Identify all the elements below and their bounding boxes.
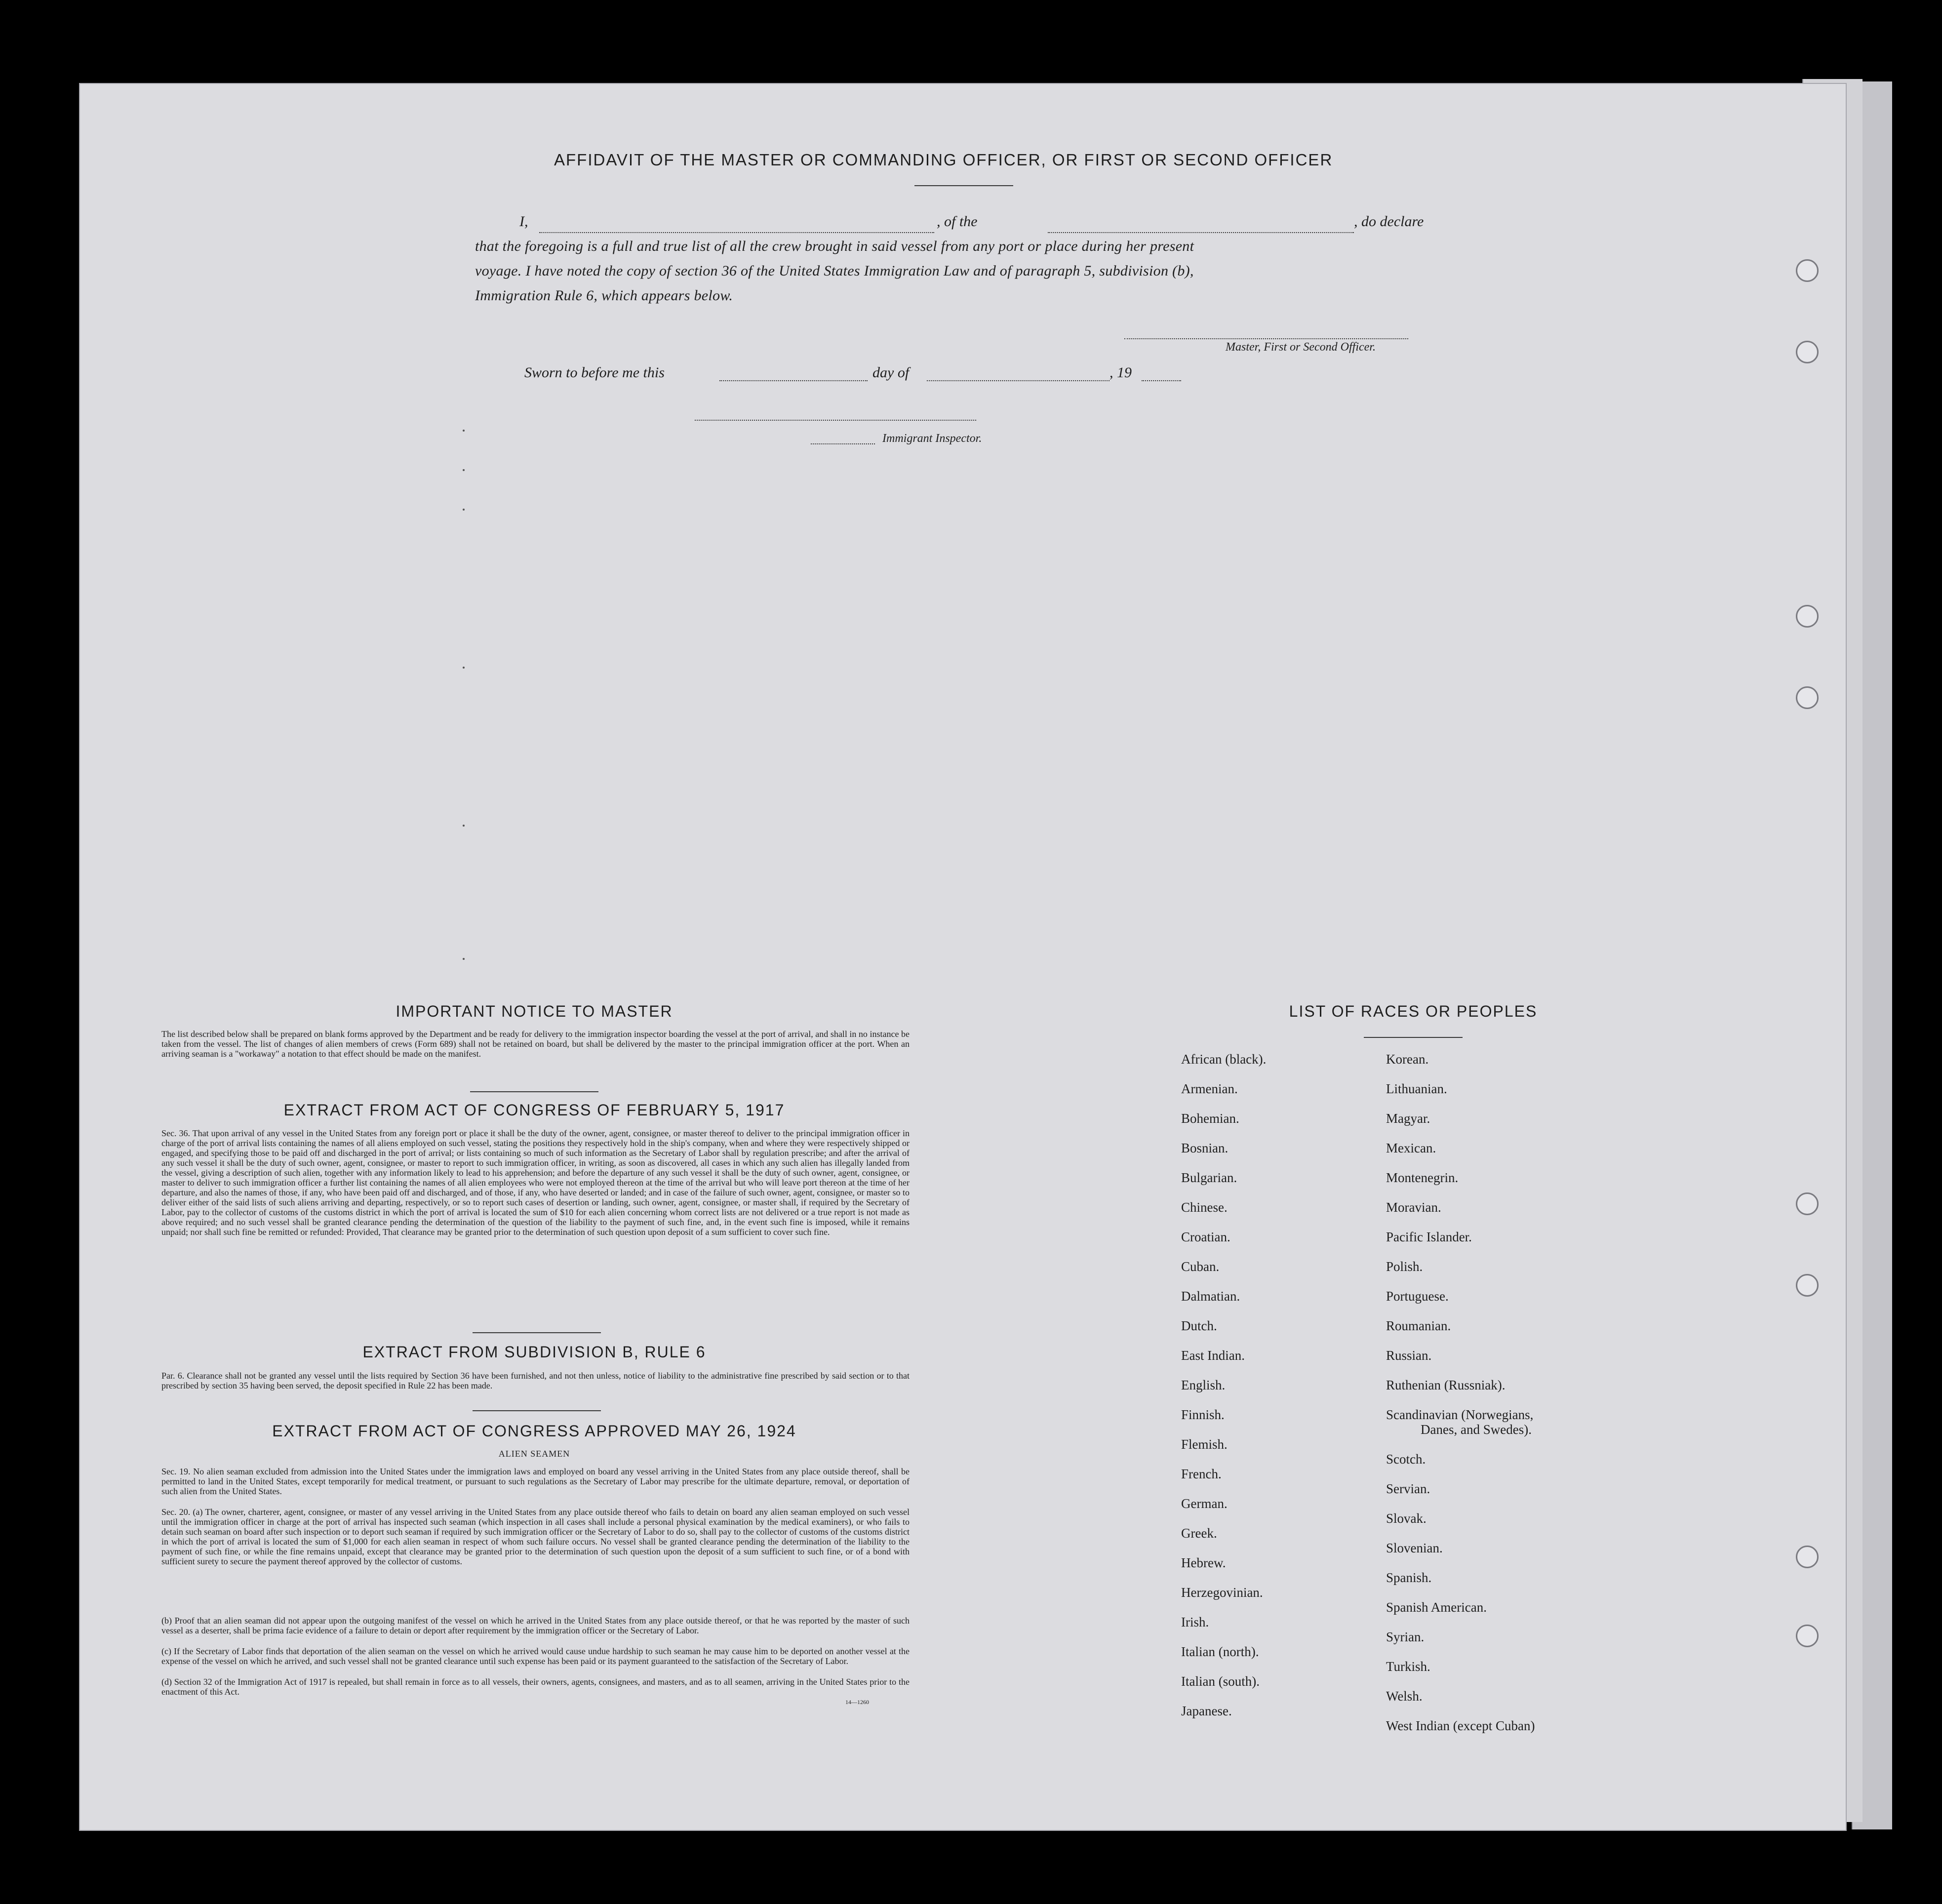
master-signature-label: Master, First or Second Officer. <box>1226 341 1376 354</box>
race-item: Syrian. <box>1386 1629 1425 1644</box>
race-item: Finnish. <box>1181 1407 1225 1422</box>
divider <box>470 1091 598 1092</box>
race-item: Servian. <box>1386 1481 1430 1496</box>
notice-text: The list described below shall be prepared on blank forms approved by the Department and be ready for delivery to the immigration inspector boarding the vessel at the port of arrival, and shall in no instance be taken from the vessel. The list of changes of alien members of crews (Form 689) shall not be retained on board, but shall be delivered by the master to the principal immigration officer at the port. When an arriving seaman is a "workaway" a notation to that effect should be made on the manifest. <box>161 1029 910 1059</box>
race-item: Welsh. <box>1386 1689 1423 1704</box>
stray-mark <box>463 825 465 827</box>
extract-1917-text: Sec. 36. That upon arrival of any vessel in the United States from any foreign port or place it shall be the duty of the owner, agent, consignee, or master thereof to deliver to the principal immigration officer in charge of the port of arrival lists containing the names of all aliens employed on such vessel, stating the positions they respectively hold in the ship's company, when and where they were respectively shipped or engaged, and specifying those to be paid off and discharged in the port of arrival; or lists containing so much of such information as the Secretary of Labor shall by regulation prescribe; and after the arrival of any such vessel it shall be the duty of such owner, agent, consignee, or master to report to such immigration officer, in writing, as soon as discovered, all cases in which any such alien has illegally landed from the vessel, giving a description of such alien, together with any information likely to lead to his apprehension; and before the departure of any such vessel it shall be the duty of such owner, agent, consignee, or master to deliver to such immigration officer a further list containing the names of all alien employees who were not employed thereon at the time of the arrival but who will leave port thereon at the time of her departure, and also the names of those, if any, who have been paid off and discharged, and of those, if any, who have deserted or landed; and in case of the failure of such owner, agent, consignee, or master so to deliver either of the said lists of such aliens arriving and departing, respectively, or so to report such cases of desertion or landing, such owner, agent, consignee, or master shall, if required by the Secretary of Labor, pay to the collector of customs of the customs district in which the port of arrival is located the sum of $10 for each alien concerning whom correct lists are not delivered or a true report is not made as above required; and no such vessel shall be granted clearance pending the determination of the question of the liability to the payment of such fine, and, in the event such fine is imposed, while it remains unpaid; nor shall such fine be remitted or refunded: Provided, That clearance may be granted prior to the determination of such question upon deposit of a sum sufficient to cover such fine. <box>161 1128 910 1237</box>
inspector-short-line <box>811 443 875 444</box>
race-item: Slovenian. <box>1386 1541 1443 1555</box>
sec20c-text: (c) If the Secretary of Labor finds that deportation of the alien seaman on the vessel on which he arrived would cause undue hardship to such seaman he may cause him to be deported on another vessel at the expense of the vessel on which he arrived, and such vessel shall not be granted clearance until such expense has been paid or its payment guaranteed to the satisfaction of the Secretary of Labor. <box>161 1646 910 1666</box>
affidavit-line-3: Immigration Rule 6, which appears below. <box>475 287 733 304</box>
divider <box>473 1332 601 1333</box>
race-item: Pacific Islander. <box>1386 1230 1472 1244</box>
race-item: Herzegovinian. <box>1181 1585 1263 1600</box>
affidavit-i-label: I, <box>519 213 528 230</box>
race-item: Italian (north). <box>1181 1644 1259 1659</box>
affidavit-declare-label: , do declare <box>1354 213 1424 230</box>
master-signature-line <box>1124 338 1408 339</box>
month-blank-line <box>927 380 1110 381</box>
race-item: Croatian. <box>1181 1230 1230 1244</box>
race-item: Bulgarian. <box>1181 1170 1237 1185</box>
sworn-label: Sworn to before me this <box>524 364 665 381</box>
stray-mark <box>463 469 465 471</box>
race-item: East Indian. <box>1181 1348 1245 1363</box>
name-blank-line <box>539 232 934 233</box>
punch-hole-icon <box>1796 341 1819 363</box>
race-item: Montenegrin. <box>1386 1170 1459 1185</box>
punch-hole-icon <box>1796 605 1819 628</box>
race-item: Armenian. <box>1181 1081 1238 1096</box>
punch-hole-icon <box>1796 1274 1819 1297</box>
sec20d-text: (d) Section 32 of the Immigration Act of 1917 is repealed, but shall remain in force as to all vessels, their owners, agents, consignees, and masters, and as to all seamen, arriving in the United States prior to the enactment of this Act. <box>161 1677 910 1697</box>
race-item: Lithuanian. <box>1386 1081 1447 1096</box>
race-item: Korean. <box>1386 1052 1429 1067</box>
race-item: Magyar. <box>1386 1111 1430 1126</box>
affidavit-title: AFFIDAVIT OF THE MASTER OR COMMANDING OFFICER, OR FIRST OR SECOND OFFICER <box>554 151 1333 169</box>
race-item: Slovak. <box>1386 1511 1427 1526</box>
affidavit-of-the-label: , of the <box>937 213 978 230</box>
day-of-label: day of <box>872 364 910 381</box>
race-item: Japanese. <box>1181 1704 1232 1718</box>
races-title: LIST OF RACES OR PEOPLES <box>1289 1002 1538 1020</box>
race-item: Hebrew. <box>1181 1555 1226 1570</box>
punch-hole-icon <box>1796 1192 1819 1215</box>
race-item: Flemish. <box>1181 1437 1228 1452</box>
punch-hole-icon <box>1796 259 1819 282</box>
notice-title: IMPORTANT NOTICE TO MASTER <box>396 1002 673 1020</box>
affidavit-line-2: voyage. I have noted the copy of section 36 of the United States Immigration Law and of paragraph 5, subdivision (b), <box>475 263 1194 279</box>
punch-hole-icon <box>1796 1546 1819 1568</box>
race-item: Danes, and Swedes). <box>1421 1422 1532 1437</box>
extract-1917-title: EXTRACT FROM ACT OF CONGRESS OF FEBRUARY 5, 1917 <box>283 1101 785 1119</box>
punch-hole-icon <box>1796 1625 1819 1647</box>
stray-mark <box>463 430 465 432</box>
race-item: Bosnian. <box>1181 1141 1229 1155</box>
race-item: Cuban. <box>1181 1259 1220 1274</box>
extract-rule6-title: EXTRACT FROM SUBDIVISION B, RULE 6 <box>362 1343 706 1361</box>
extract-rule6-text: Par. 6. Clearance shall not be granted any vessel until the lists required by Section 36 have been furnished, and not then unless, notice of liability to the administrative fine prescribed by said section or to that prescribed by section 35 having been served, the deposit specified in Rule 22 has been made. <box>161 1371 910 1390</box>
race-item: French. <box>1181 1467 1222 1481</box>
divider <box>914 185 1013 186</box>
race-item: Chinese. <box>1181 1200 1228 1215</box>
race-item: African (black). <box>1181 1052 1267 1067</box>
year-blank-line <box>1142 380 1181 381</box>
sec20a-text: Sec. 20. (a) The owner, charterer, agent, consignee, or master of any vessel arriving in the United States from any place outside thereof who fails to detain on board any alien seaman employed on such vessel until the immigration officer in charge at the port of arrival has inspected such seaman (which inspection in all cases shall include a personal physical examination by the medical examiners), or who fails to detain such seaman on board after such inspection or to deport such seaman if required by such immigration officer or the Secretary of Labor to do so, shall pay to the collector of customs of the customs district in which the port of arrival is located the sum of $1,000 for each alien seaman in respect of whom such failure occurs. No vessel shall be granted clearance pending the determination of the liability to the payment of such fine, or while the fine remains unpaid, except that clearance may be granted prior to the determination of such question upon the deposit of a sum sufficient to such fine, or of a bond with sufficient surety to secure the payment thereof approved by the collector of customs. <box>161 1507 910 1566</box>
race-item: English. <box>1181 1378 1226 1392</box>
race-item: Portuguese. <box>1386 1289 1449 1304</box>
race-item: Scotch. <box>1386 1452 1426 1467</box>
form-number: 14—1260 <box>845 1699 869 1706</box>
extract-1924-title: EXTRACT FROM ACT OF CONGRESS APPROVED MAY 26, 1924 <box>272 1422 796 1440</box>
day-blank-line <box>719 380 868 381</box>
race-item: Dalmatian. <box>1181 1289 1240 1304</box>
race-item: Italian (south). <box>1181 1674 1260 1689</box>
race-item: Irish. <box>1181 1615 1209 1629</box>
year-label: , 19 <box>1110 364 1132 381</box>
race-item: Bohemian. <box>1181 1111 1239 1126</box>
alien-seamen-subtitle: ALIEN SEAMEN <box>498 1449 570 1459</box>
inspector-label: Immigrant Inspector. <box>882 432 982 445</box>
inspector-signature-line <box>695 420 976 421</box>
sec20b-text: (b) Proof that an alien seaman did not appear upon the outgoing manifest of the vessel on which he arrived in the United States from any place outside thereof, or that he was reported by the master of such vessel as a deserter, shall be prima facie evidence of a failure to detain or deport after requirement by the immigration officer or the Secretary of Labor. <box>161 1616 910 1635</box>
affidavit-line-1: that the foregoing is a full and true list of all the crew brought in said vessel from any port or place during her present <box>475 238 1194 254</box>
vessel-blank-line <box>1048 232 1354 233</box>
race-item: Turkish. <box>1386 1659 1430 1674</box>
race-item: Spanish American. <box>1386 1600 1487 1615</box>
race-item: Greek. <box>1181 1526 1217 1541</box>
races-right-column <box>1386 1044 1535 1741</box>
race-item: Spanish. <box>1386 1570 1432 1585</box>
sec19-text: Sec. 19. No alien seaman excluded from admission into the United States under the immigration laws and employed on board any vessel arriving in the United States from any place outside thereof, shall be permitted to land in the United States, except temporarily for medical treatment, or pursuant to such regulations as the Secretary of Labor may prescribe for the ultimate departure, removal, or deportation of such alien from the United States. <box>161 1467 910 1496</box>
race-item: Dutch. <box>1181 1318 1217 1333</box>
race-item: Ruthenian (Russniak). <box>1386 1378 1506 1392</box>
race-item: Roumanian. <box>1386 1318 1451 1333</box>
document-page <box>79 83 1847 1831</box>
punch-hole-icon <box>1796 686 1819 709</box>
divider <box>473 1410 601 1411</box>
divider <box>1364 1037 1463 1038</box>
race-item: Mexican. <box>1386 1141 1436 1155</box>
races-left-column <box>1181 1044 1266 1726</box>
race-item: Moravian. <box>1386 1200 1441 1215</box>
race-item: Scandinavian (Norwegians, <box>1386 1407 1534 1422</box>
stray-mark <box>463 509 465 511</box>
stray-mark <box>463 958 465 960</box>
race-item: West Indian (except Cuban) <box>1386 1718 1535 1733</box>
stray-mark <box>463 667 465 669</box>
race-item: Russian. <box>1386 1348 1432 1363</box>
race-item: German. <box>1181 1496 1228 1511</box>
race-item: Polish. <box>1386 1259 1423 1274</box>
